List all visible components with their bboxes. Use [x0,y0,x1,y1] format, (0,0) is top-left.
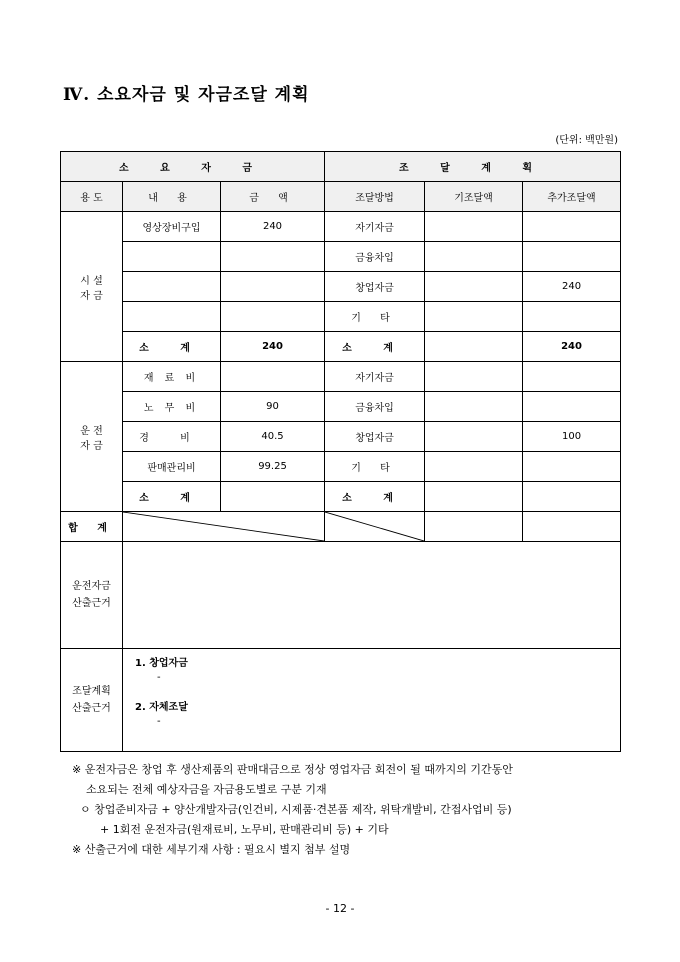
page-number: - 12 - [325,902,355,915]
group-right-header: 조 달 계 획 [325,152,621,182]
group-left-header: 소 요 자 금 [61,152,325,182]
subtotal-row [61,332,621,362]
cell-method: 기 타 [325,452,425,482]
cell-amount [221,302,325,332]
facility-label-line1: 시 설 [80,275,103,287]
table-row [61,272,621,302]
note-line: ※ 운전자금은 창업 후 생산제품의 판매대금으로 정상 영업자금 회전이 될 때까지의 기간동안 [72,763,513,776]
note-line: ※ 산출근거에 대한 세부기재 사항 : 필요시 별지 첨부 설명 [72,843,351,856]
basis-operating-line2: 산출근거 [72,598,111,609]
table-row [61,212,621,242]
funding-item-detail: - [157,716,161,727]
cell-method: 창업자금 [325,272,425,302]
subtotal-method-label: 소 계 [325,332,425,362]
cell-method: 금융차입 [325,242,425,272]
cell-method: 금융차입 [325,392,425,422]
cell-existing [425,422,523,452]
cell-existing [425,362,523,392]
cell-item [123,272,221,302]
subtotal-label: 소 계 [123,482,221,512]
cell-amount: 99.25 [221,452,325,482]
cell-amount [221,362,325,392]
operating-label-line1: 운 전 [80,425,103,437]
total-row [61,512,621,542]
subtotal-row [61,482,621,512]
facility-label-line2: 자 금 [80,290,103,302]
cell-amount [221,242,325,272]
cell-additional: 240 [523,272,621,302]
basis-funding-label [61,649,123,752]
cell-item: 영상장비구입 [123,212,221,242]
funding-item-title: 1. 창업자금 [135,658,188,669]
note-line: ㅇ 창업준비자금 + 양산개발자금(인건비, 시제품·견본품 제작, 위탁개발비, 간접사업비 등) [80,803,512,816]
table-row [61,392,621,422]
header-amount: 금 액 [221,182,325,212]
cell-item [123,302,221,332]
cell-method: 창업자금 [325,422,425,452]
subtotal-label: 소 계 [123,332,221,362]
table-row [61,452,621,482]
basis-operating-content [123,542,621,649]
table-row [61,242,621,272]
cell-method: 기 타 [325,302,425,332]
subtotal-additional [523,482,621,512]
cell-existing [425,452,523,482]
total-additional [523,512,621,542]
table-row [61,302,621,332]
subtotal-amount [221,482,325,512]
table-row [61,422,621,452]
cell-additional [523,362,621,392]
cell-additional [523,302,621,332]
cell-item: 노 무 비 [123,392,221,422]
funding-item-title: 2. 자체조달 [135,702,188,713]
basis-funding-line2: 산출근거 [72,703,111,714]
subtotal-existing [425,482,523,512]
cell-additional [523,392,621,422]
funding-item-detail: - [157,672,161,683]
operating-label-line2: 자 금 [80,440,103,452]
diagonal-line [325,512,424,541]
note-line: 소요되는 전체 예상자금을 자금용도별로 구분 기재 [86,783,327,796]
funding-table [60,151,621,752]
facility-label [61,212,123,362]
cell-method: 자기자금 [325,212,425,242]
cell-amount [221,272,325,302]
total-method-diagonal-cell [325,512,425,542]
header-method: 조달방법 [325,182,425,212]
cell-existing [425,302,523,332]
cell-existing [425,212,523,242]
diagonal-line [123,512,324,541]
total-diagonal-cell [123,512,325,542]
cell-existing [425,242,523,272]
cell-item: 경 비 [123,422,221,452]
operating-label [61,362,123,512]
cell-item [123,242,221,272]
subtotal-existing [425,332,523,362]
cell-existing [425,392,523,422]
basis-operating-row [61,542,621,649]
cell-amount: 90 [221,392,325,422]
header-content: 내 용 [123,182,221,212]
basis-operating-label [61,542,123,649]
subtotal-method-label: 소 계 [325,482,425,512]
note-line: + 1회전 운전자금(원재료비, 노무비, 판매관리비 등) + 기타 [100,823,389,836]
header-additional: 추가조달액 [523,182,621,212]
cell-method: 자기자금 [325,362,425,392]
basis-funding-content [123,649,621,752]
subtotal-additional: 240 [523,332,621,362]
basis-operating-line1: 운전자금 [72,581,111,592]
header-existing: 기조달액 [425,182,523,212]
unit-label: (단위: 백만원) [555,135,618,146]
cell-amount: 240 [221,212,325,242]
column-header-row [61,182,621,212]
cell-amount: 40.5 [221,422,325,452]
cell-existing [425,272,523,302]
subtotal-amount: 240 [221,332,325,362]
cell-item: 재 료 비 [123,362,221,392]
page-title: Ⅳ. 소요자금 및 자금조달 계획 [63,85,310,105]
cell-additional [523,452,621,482]
header-usage: 용 도 [61,182,123,212]
cell-additional [523,242,621,272]
cell-item: 판매관리비 [123,452,221,482]
basis-funding-line1: 조달계획 [72,686,111,697]
cell-additional: 100 [523,422,621,452]
basis-funding-row [61,649,621,752]
table-row [61,362,621,392]
group-header-row [61,152,621,182]
total-label: 합 계 [61,512,123,542]
cell-additional [523,212,621,242]
notes [72,760,513,860]
total-existing [425,512,523,542]
